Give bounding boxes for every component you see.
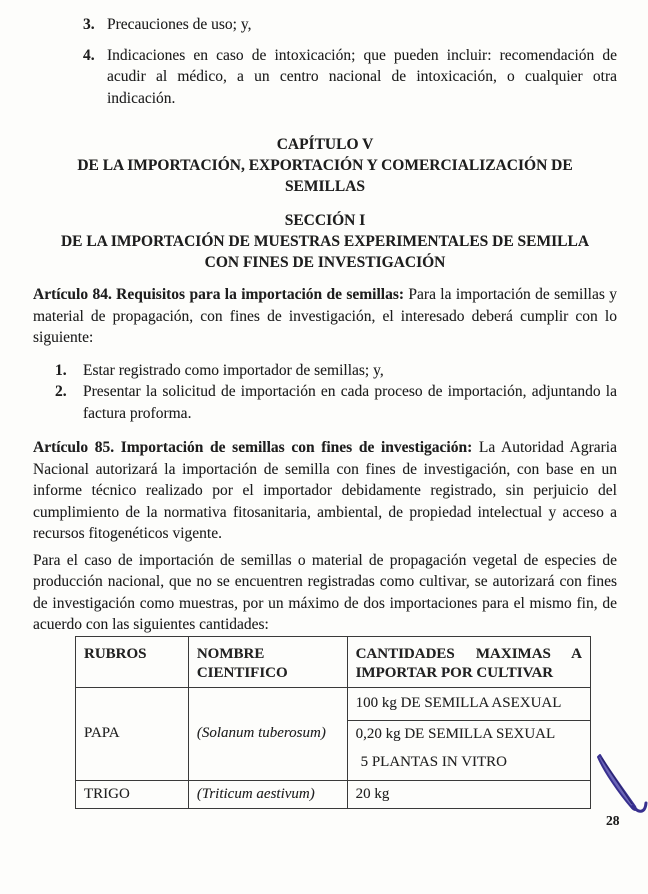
list-item-text: Presentar la solicitud de importación en cada proceso de importación, adjuntando la factura proforma. — [83, 383, 617, 422]
header-cantidades — [347, 636, 590, 687]
cell-nombre-trigo: (Triticum aestivum) — [188, 780, 347, 808]
cell-nombre-papa: (Solanum tuberosum) — [188, 687, 347, 780]
cell-cantidad-trigo: 20 kg — [347, 780, 590, 808]
cell-cantidad-asexual: 100 kg DE SEMILLA ASEXUAL — [347, 687, 590, 720]
cell-rubro-papa: PAPA — [76, 687, 189, 780]
header-cantidades-line2: IMPORTAR POR CULTIVAR — [355, 664, 554, 681]
article-85-body: La Autoridad Agraria Nacional autorizará la importación de semilla con fines de investigación, con base en un informe técnico realizado por el importador debidamente registrado, sin perjuicio del cumplimiento de la normativa fitosanitaria, ambiental, de propiedad intelectual y acceso a recursos fitogenéticos vigente. — [33, 439, 617, 542]
list-item — [83, 14, 617, 36]
article-85-paragraph — [33, 437, 617, 545]
header-cantidades-line1: CANTIDADES MAXIMAS A — [355, 645, 582, 662]
section-heading — [33, 210, 617, 273]
list-item-number: 2. — [55, 383, 67, 400]
article-84-paragraph — [33, 284, 617, 349]
cell-cantidad-sexual-vitro — [347, 720, 590, 780]
list-item-text: Indicaciones en caso de intoxicación; que pueden incluir: recomendación de acudir al médico, a un centro nacional de intoxicación, o cualquier otra indicación. — [107, 46, 617, 107]
quantities-intro-paragraph: Para el caso de importación de semillas o material de propagación vegetal de especies de producción nacional, que no se encuentren registradas como cultivar, se autorizará con fines de investigación como muestras, por un máximo de dos importaciones para el mismo fin, de acuerdo con las siguientes cantidades: — [33, 551, 617, 633]
article-85-lead: Artículo 85. Importación de semillas con fines de investigación: — [33, 439, 473, 456]
list-item — [55, 381, 617, 424]
list-item-number: 1. — [55, 361, 67, 379]
article-84-numbered-list — [55, 360, 617, 425]
list-item-text: Estar registrado como importador de semillas; y, — [83, 361, 384, 379]
cantidad-sexual: 0,20 kg DE SEMILLA SEXUAL — [355, 725, 556, 742]
section-subtitle: DE LA IMPORTACIÓN DE MUESTRAS EXPERIMENTALES DE SEMILLA CON FINES DE INVESTIGACIÓN — [60, 233, 590, 271]
quantities-table-container — [75, 636, 617, 809]
list-item-text: Precauciones de uso; y, — [107, 16, 252, 33]
header-nombre-cientifico: NOMBRE CIENTIFICO — [188, 636, 347, 687]
list-item — [55, 360, 617, 382]
table-header-row — [76, 636, 591, 687]
article-84-lead: Artículo 84. Requisitos para la importación de semillas: — [33, 286, 405, 303]
cantidad-vitro: 5 PLANTAS IN VITRO — [360, 753, 508, 770]
header-rubros: RUBROS — [76, 636, 189, 687]
section-title: SECCIÓN I — [284, 212, 366, 229]
table-row — [76, 687, 591, 720]
chapter-title: CAPÍTULO V — [276, 136, 374, 153]
list-item-number: 3. — [83, 16, 95, 33]
quantities-table — [75, 636, 591, 809]
chapter-heading — [33, 134, 617, 197]
cell-rubro-trigo: TRIGO — [76, 780, 189, 808]
intro-numbered-list — [83, 14, 617, 109]
article-84-body: Para la importación de semillas y material de propagación, con fines de investigación, el interesado deberá cumplir con lo siguiente: — [33, 286, 617, 346]
table-row — [76, 780, 591, 808]
chapter-subtitle: DE LA IMPORTACIÓN, EXPORTACIÓN Y COMERCIALIZACIÓN DE SEMILLAS — [77, 157, 573, 195]
list-item-number: 4. — [83, 46, 95, 64]
page-number: 28 — [606, 813, 620, 828]
list-item — [83, 45, 617, 110]
